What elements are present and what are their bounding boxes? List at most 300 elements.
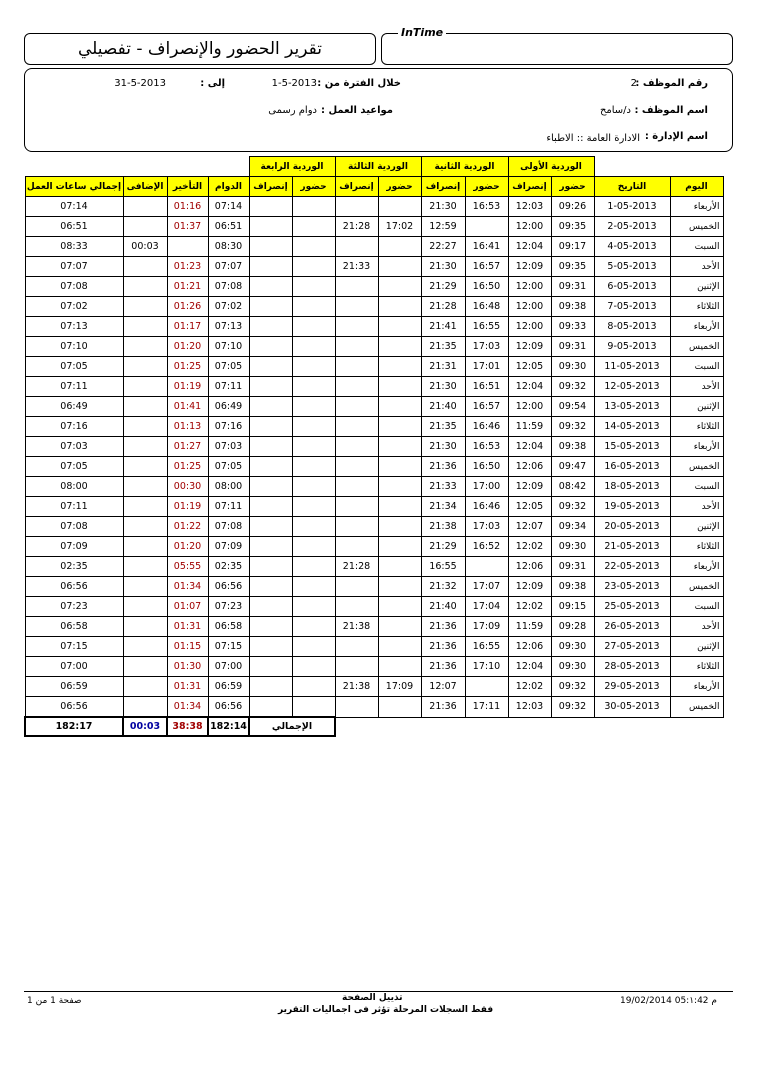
table-cell: 09:17: [551, 237, 594, 257]
table-cell: [123, 357, 167, 377]
table-cell: [378, 237, 421, 257]
table-cell: 17:04: [465, 597, 508, 617]
total-overtime: 00:03: [123, 717, 167, 736]
table-cell: 27-05-2013: [594, 637, 670, 657]
table-cell: 21:38: [335, 617, 378, 637]
table-cell: 23-05-2013: [594, 577, 670, 597]
table-cell: [292, 297, 335, 317]
table-cell: [123, 537, 167, 557]
table-cell: [249, 277, 292, 297]
footer-note: فقط السجلات المرحلة تؤثر فى اجماليات التقرير: [278, 1005, 494, 1015]
table-cell: 21:28: [421, 297, 465, 317]
table-row: [25, 417, 723, 437]
table-cell: 11:59: [508, 617, 551, 637]
table-cell: [292, 377, 335, 397]
table-cell: [292, 677, 335, 697]
table-cell: 21:40: [421, 597, 465, 617]
table-cell: [378, 417, 421, 437]
table-cell: 21:36: [421, 457, 465, 477]
table-cell: 16:51: [465, 377, 508, 397]
table-row: [25, 457, 723, 477]
table-cell: 21:38: [421, 517, 465, 537]
table-cell: الأحد: [670, 377, 723, 397]
table-cell: 09:35: [551, 217, 594, 237]
table-cell: [292, 317, 335, 337]
table-cell: 07:05: [25, 457, 123, 477]
table-cell: الإثنين: [670, 637, 723, 657]
table-cell: [292, 457, 335, 477]
shift-1-header: الوردية الأولى: [508, 157, 594, 177]
col-total-hours: إجمالي ساعات العمل: [25, 177, 123, 197]
table-cell: 09:38: [551, 577, 594, 597]
table-cell: 06:59: [208, 677, 249, 697]
table-cell: 07:11: [208, 377, 249, 397]
table-cell: 07:00: [25, 657, 123, 677]
table-cell: 01:31: [167, 677, 208, 697]
table-cell: 08:30: [208, 237, 249, 257]
table-cell: [123, 437, 167, 457]
table-cell: [249, 517, 292, 537]
table-cell: 07:15: [208, 637, 249, 657]
table-cell: 06:59: [25, 677, 123, 697]
table-cell: 21:41: [421, 317, 465, 337]
table-cell: 07:14: [208, 197, 249, 217]
table-cell: [465, 557, 508, 577]
table-cell: [335, 317, 378, 337]
table-cell: 01:41: [167, 397, 208, 417]
table-cell: 12:07: [421, 677, 465, 697]
table-cell: 09:30: [551, 657, 594, 677]
table-cell: [378, 537, 421, 557]
table-cell: 16:50: [465, 457, 508, 477]
table-cell: 12:02: [508, 537, 551, 557]
table-cell: [249, 697, 292, 718]
table-row: [25, 277, 723, 297]
schedule-label: مواعيد العمل :: [321, 105, 393, 116]
table-cell: [292, 697, 335, 718]
table-cell: 07:05: [208, 457, 249, 477]
table-cell: 07:16: [25, 417, 123, 437]
table-cell: 07:11: [25, 377, 123, 397]
table-cell: 21:28: [335, 557, 378, 577]
table-cell: 07:07: [208, 257, 249, 277]
col-day: اليوم: [670, 177, 723, 197]
table-cell: [123, 197, 167, 217]
page-number: صفحة 1 من 1: [27, 996, 82, 1006]
table-cell: 30-05-2013: [594, 697, 670, 718]
table-cell: 21:38: [335, 677, 378, 697]
table-cell: 21:36: [421, 617, 465, 637]
table-cell: [249, 297, 292, 317]
table-cell: 16:55: [421, 557, 465, 577]
table-cell: 21:30: [421, 377, 465, 397]
table-cell: [249, 417, 292, 437]
table-cell: 07:23: [208, 597, 249, 617]
table-cell: 01:26: [167, 297, 208, 317]
table-cell: الإثنين: [670, 517, 723, 537]
footer-title: تذييل الصفحة: [342, 993, 403, 1003]
table-cell: [123, 597, 167, 617]
table-cell: 16:55: [465, 317, 508, 337]
table-cell: [378, 657, 421, 677]
table-cell: السبت: [670, 477, 723, 497]
table-cell: 06:49: [25, 397, 123, 417]
table-cell: الأربعاء: [670, 197, 723, 217]
total-late: 38:38: [167, 717, 208, 736]
table-cell: 07:13: [25, 317, 123, 337]
table-cell: 12:07: [508, 517, 551, 537]
table-cell: [292, 217, 335, 237]
table-cell: [249, 317, 292, 337]
table-cell: [335, 477, 378, 497]
table-cell: 12:04: [508, 437, 551, 457]
print-timestamp: 19/02/2014 05:۱:42 م: [620, 996, 717, 1006]
table-cell: 07:09: [208, 537, 249, 557]
table-cell: 12:05: [508, 357, 551, 377]
table-cell: 09:15: [551, 597, 594, 617]
table-cell: [378, 197, 421, 217]
table-cell: الثلاثاء: [670, 537, 723, 557]
table-cell: 12:02: [508, 597, 551, 617]
table-cell: 16:57: [465, 257, 508, 277]
table-cell: [123, 577, 167, 597]
table-cell: [249, 197, 292, 217]
table-cell: 12:04: [508, 657, 551, 677]
table-cell: 07:02: [208, 297, 249, 317]
table-cell: [465, 217, 508, 237]
shift-header-row: [25, 157, 723, 177]
table-cell: 21:35: [421, 337, 465, 357]
table-cell: 29-05-2013: [594, 677, 670, 697]
table-cell: 17:02: [378, 217, 421, 237]
table-cell: 21:36: [421, 697, 465, 718]
table-cell: 01:17: [167, 317, 208, 337]
table-cell: 01:07: [167, 597, 208, 617]
table-cell: 12:02: [508, 677, 551, 697]
table-cell: [378, 637, 421, 657]
table-cell: 17:01: [465, 357, 508, 377]
table-cell: 7-05-2013: [594, 297, 670, 317]
table-row: [25, 297, 723, 317]
table-cell: [123, 317, 167, 337]
table-cell: 06:58: [25, 617, 123, 637]
table-cell: [335, 357, 378, 377]
table-cell: [378, 617, 421, 637]
table-cell: [123, 257, 167, 277]
totals-row: [25, 717, 723, 736]
table-cell: [123, 697, 167, 718]
table-cell: 17:00: [465, 477, 508, 497]
table-cell: 01:34: [167, 577, 208, 597]
table-cell: [292, 557, 335, 577]
table-cell: [378, 597, 421, 617]
table-cell: الثلاثاء: [670, 417, 723, 437]
table-cell: [335, 377, 378, 397]
table-cell: [465, 677, 508, 697]
total-hours: 182:17: [25, 717, 123, 736]
table-cell: [378, 377, 421, 397]
table-cell: [249, 497, 292, 517]
table-cell: 21:30: [421, 437, 465, 457]
table-cell: 22:27: [421, 237, 465, 257]
shift-3-header: الوردية الثالثة: [335, 157, 421, 177]
table-cell: 21:34: [421, 497, 465, 517]
col-shift4-in: حضور: [292, 177, 335, 197]
table-cell: السبت: [670, 597, 723, 617]
table-cell: [123, 497, 167, 517]
col-date: التاريخ: [594, 177, 670, 197]
table-cell: 07:23: [25, 597, 123, 617]
table-row: [25, 437, 723, 457]
col-late: التأخير: [167, 177, 208, 197]
table-cell: [123, 277, 167, 297]
table-cell: [335, 237, 378, 257]
table-cell: [123, 397, 167, 417]
table-cell: 11-05-2013: [594, 357, 670, 377]
table-cell: الخميس: [670, 577, 723, 597]
table-cell: الأربعاء: [670, 557, 723, 577]
table-cell: 07:08: [208, 277, 249, 297]
table-cell: 06:51: [208, 217, 249, 237]
table-cell: 07:05: [208, 357, 249, 377]
table-cell: 01:23: [167, 257, 208, 277]
table-cell: [335, 337, 378, 357]
table-cell: الإثنين: [670, 397, 723, 417]
table-cell: 00:03: [123, 237, 167, 257]
table-cell: 05:55: [167, 557, 208, 577]
table-cell: 8-05-2013: [594, 317, 670, 337]
table-cell: [123, 337, 167, 357]
table-cell: 12:04: [508, 377, 551, 397]
table-cell: [378, 497, 421, 517]
table-cell: [335, 657, 378, 677]
table-cell: 21:29: [421, 537, 465, 557]
table-cell: 16:53: [465, 197, 508, 217]
totals-label: الإجمالي: [249, 717, 335, 736]
table-cell: [292, 237, 335, 257]
table-cell: [249, 397, 292, 417]
table-cell: السبت: [670, 357, 723, 377]
table-cell: 01:20: [167, 337, 208, 357]
table-cell: 01:21: [167, 277, 208, 297]
col-shift2-in: حضور: [465, 177, 508, 197]
table-cell: [378, 517, 421, 537]
table-cell: 01:19: [167, 377, 208, 397]
table-cell: 02:35: [25, 557, 123, 577]
table-cell: 21-05-2013: [594, 537, 670, 557]
table-cell: 01:37: [167, 217, 208, 237]
table-cell: 12:03: [508, 197, 551, 217]
table-cell: [378, 577, 421, 597]
table-cell: 01:16: [167, 197, 208, 217]
table-row: [25, 657, 723, 677]
table-cell: [292, 357, 335, 377]
table-cell: 21:33: [335, 257, 378, 277]
table-cell: 01:34: [167, 697, 208, 718]
table-cell: 22-05-2013: [594, 557, 670, 577]
col-shift4-out: إنصراف: [249, 177, 292, 197]
table-cell: 17:03: [465, 337, 508, 357]
table-cell: 09:31: [551, 277, 594, 297]
table-cell: 01:27: [167, 437, 208, 457]
table-cell: [378, 697, 421, 718]
table-cell: 16:46: [465, 497, 508, 517]
table-cell: 12-05-2013: [594, 377, 670, 397]
table-cell: الأربعاء: [670, 437, 723, 457]
table-cell: 21:30: [421, 197, 465, 217]
period-from-value: 1-5-2013: [271, 78, 317, 89]
table-cell: [249, 237, 292, 257]
table-cell: [378, 317, 421, 337]
dept-value: الادارة العامة :: الاطباء: [546, 133, 640, 144]
table-cell: [335, 297, 378, 317]
table-cell: الخميس: [670, 697, 723, 718]
table-cell: 09:30: [551, 357, 594, 377]
table-cell: 16:41: [465, 237, 508, 257]
table-cell: السبت: [670, 237, 723, 257]
table-cell: [123, 477, 167, 497]
table-cell: 17:03: [465, 517, 508, 537]
table-cell: [292, 637, 335, 657]
table-cell: [335, 277, 378, 297]
table-cell: [378, 297, 421, 317]
table-cell: الخميس: [670, 337, 723, 357]
attendance-table: [24, 156, 724, 737]
table-cell: 16:48: [465, 297, 508, 317]
col-shift1-in: حضور: [551, 177, 594, 197]
period-label: خلال الفترة من :: [317, 78, 401, 89]
emp-no-label: رقم الموظف :: [635, 78, 708, 89]
table-cell: [123, 677, 167, 697]
report-title: تقرير الحضور والإنصراف - تفصيلي: [77, 39, 322, 59]
table-cell: [292, 517, 335, 537]
col-shift1-out: إنصراف: [508, 177, 551, 197]
table-cell: 21:40: [421, 397, 465, 417]
table-row: [25, 237, 723, 257]
table-cell: [335, 457, 378, 477]
table-cell: الأربعاء: [670, 677, 723, 697]
table-cell: 07:13: [208, 317, 249, 337]
table-cell: الأحد: [670, 617, 723, 637]
table-cell: 09:35: [551, 257, 594, 277]
table-cell: 07:08: [25, 277, 123, 297]
table-cell: 07:00: [208, 657, 249, 677]
table-cell: 09:32: [551, 417, 594, 437]
table-cell: 25-05-2013: [594, 597, 670, 617]
table-cell: 09:47: [551, 457, 594, 477]
table-cell: 06:56: [25, 577, 123, 597]
table-cell: 09:26: [551, 197, 594, 217]
schedule-value: دوام رسمى: [268, 105, 317, 116]
column-header-row: [25, 177, 723, 197]
table-cell: [378, 357, 421, 377]
table-row: [25, 677, 723, 697]
table-cell: 09:33: [551, 317, 594, 337]
table-cell: 9-05-2013: [594, 337, 670, 357]
table-cell: [249, 217, 292, 237]
table-cell: [123, 517, 167, 537]
table-cell: 14-05-2013: [594, 417, 670, 437]
table-cell: [123, 617, 167, 637]
table-cell: 15-05-2013: [594, 437, 670, 457]
table-cell: [335, 437, 378, 457]
table-cell: [249, 577, 292, 597]
table-cell: 07:11: [208, 497, 249, 517]
table-cell: [249, 457, 292, 477]
table-cell: 12:09: [508, 337, 551, 357]
table-cell: 21:35: [421, 417, 465, 437]
table-cell: 16-05-2013: [594, 457, 670, 477]
table-cell: [249, 677, 292, 697]
table-cell: [249, 437, 292, 457]
table-cell: [335, 697, 378, 718]
table-cell: 08:00: [25, 477, 123, 497]
footer-divider: [24, 991, 733, 992]
table-cell: [378, 277, 421, 297]
table-cell: 06:56: [208, 697, 249, 718]
table-cell: 06:49: [208, 397, 249, 417]
col-shift2-out: إنصراف: [421, 177, 465, 197]
table-cell: 08:33: [25, 237, 123, 257]
table-cell: [292, 497, 335, 517]
table-row: [25, 577, 723, 597]
table-cell: [378, 437, 421, 457]
table-cell: 16:50: [465, 277, 508, 297]
table-cell: [335, 597, 378, 617]
table-cell: [123, 637, 167, 657]
table-cell: 01:30: [167, 657, 208, 677]
col-duty: الدوام: [208, 177, 249, 197]
table-cell: 1-05-2013: [594, 197, 670, 217]
table-cell: [292, 197, 335, 217]
table-row: [25, 357, 723, 377]
table-cell: 09:32: [551, 497, 594, 517]
table-cell: [378, 477, 421, 497]
table-cell: 09:31: [551, 557, 594, 577]
table-cell: 09:38: [551, 437, 594, 457]
table-cell: الخميس: [670, 217, 723, 237]
table-cell: [249, 537, 292, 557]
table-cell: [292, 537, 335, 557]
table-cell: 12:00: [508, 277, 551, 297]
table-cell: [123, 457, 167, 477]
table-cell: 07:14: [25, 197, 123, 217]
table-cell: 09:54: [551, 397, 594, 417]
table-cell: 12:09: [508, 577, 551, 597]
total-duty: 182:14: [208, 717, 249, 736]
table-cell: [249, 617, 292, 637]
table-row: [25, 557, 723, 577]
table-cell: [335, 417, 378, 437]
table-cell: 6-05-2013: [594, 277, 670, 297]
table-cell: [378, 257, 421, 277]
table-cell: 12:09: [508, 477, 551, 497]
table-cell: 01:13: [167, 417, 208, 437]
table-cell: 21:32: [421, 577, 465, 597]
table-row: [25, 397, 723, 417]
table-cell: 01:25: [167, 457, 208, 477]
table-cell: 09:32: [551, 677, 594, 697]
shift-4-header: الوردية الرابعة: [249, 157, 335, 177]
table-cell: [123, 377, 167, 397]
table-cell: 01:31: [167, 617, 208, 637]
table-cell: 21:36: [421, 637, 465, 657]
table-row: [25, 537, 723, 557]
table-cell: [335, 197, 378, 217]
table-cell: 21:36: [421, 657, 465, 677]
table-cell: [335, 637, 378, 657]
table-cell: 4-05-2013: [594, 237, 670, 257]
